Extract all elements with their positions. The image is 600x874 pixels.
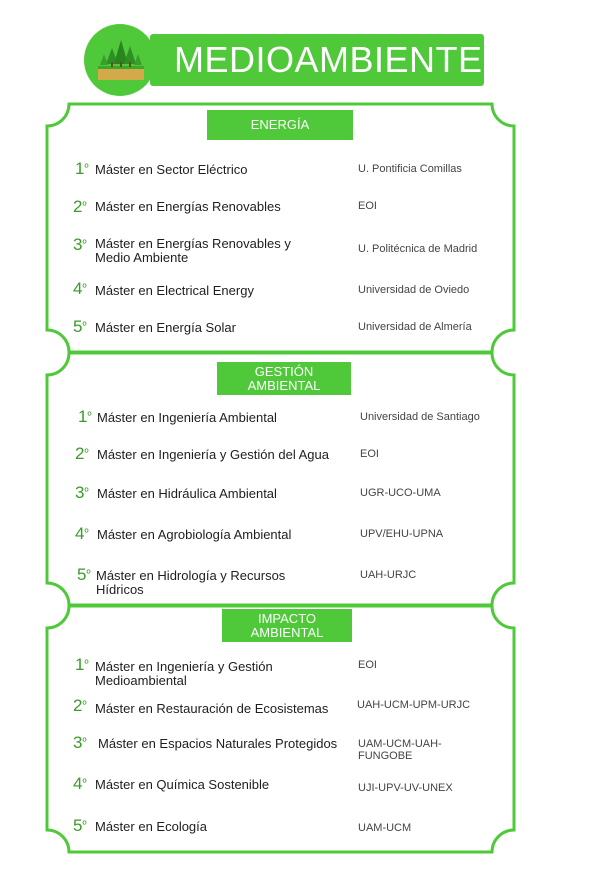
rank-number: $1^º$ bbox=[78, 407, 92, 426]
master-title: Máster en Ecología bbox=[95, 819, 208, 834]
page-title: MEDIOAMBIENTE bbox=[174, 39, 483, 80]
master-title: Máster en Ingeniería Ambiental bbox=[97, 410, 277, 425]
master-title: Máster en Ingeniería y Gestión Medioambiental bbox=[95, 659, 273, 688]
university-name: UAM-UCM-UAH-FUNGOBE bbox=[358, 738, 442, 762]
rank-number: $1^º$ bbox=[75, 159, 89, 178]
rank-number: $4^º$ bbox=[73, 279, 87, 298]
university-name: UJI-UPV-UV-UNEX bbox=[358, 782, 453, 794]
university-name: Universidad de Oviedo bbox=[358, 284, 470, 296]
forest-logo-icon bbox=[84, 24, 156, 96]
university-name: Universidad de Almería bbox=[358, 321, 472, 333]
master-title: Máster en Energía Solar bbox=[95, 320, 236, 335]
master-title: Máster en Sector Eléctrico bbox=[95, 162, 248, 177]
rank-number: $4^º$ bbox=[75, 524, 89, 543]
rank-number: $4^º$ bbox=[73, 774, 87, 793]
rank-number: $1^º$ bbox=[75, 655, 89, 674]
master-title: Máster en Restauración de Ecosistemas bbox=[95, 701, 329, 716]
university-name: EOI bbox=[358, 659, 377, 671]
university-name: EOI bbox=[358, 200, 377, 212]
university-name: UAH-UCM-UPM-URJC bbox=[357, 699, 471, 711]
master-title: Máster en Espacios Naturales Protegidos bbox=[98, 736, 338, 751]
master-title: Máster en Energías Renovables bbox=[95, 199, 281, 214]
university-name: UGR-UCO-UMA bbox=[360, 487, 441, 499]
university-name: EOI bbox=[360, 448, 379, 460]
university-name: U. Politécnica de Madrid bbox=[358, 243, 478, 255]
master-title: Máster en Ingeniería y Gestión del Agua bbox=[97, 447, 329, 462]
section-label: GESTIÓN AMBIENTAL bbox=[247, 363, 321, 393]
master-title: Máster en Agrobiología Ambiental bbox=[97, 527, 292, 542]
rank-number: $2^º$ bbox=[73, 197, 87, 216]
rank-number: $2^º$ bbox=[73, 696, 87, 715]
rank-number: $5^º$ bbox=[73, 317, 87, 336]
rank-number: $5^º$ bbox=[77, 565, 91, 584]
rank-number: $2^º$ bbox=[75, 444, 89, 463]
section-header-impacto-ambiental bbox=[222, 609, 352, 642]
section-label: ENERGÍA bbox=[250, 117, 310, 132]
rank-number: $5^º$ bbox=[73, 816, 87, 835]
rank-number: $3^º$ bbox=[75, 483, 89, 502]
master-title: Máster en Hidráulica Ambiental bbox=[97, 486, 277, 501]
master-title: Máster en Electrical Energy bbox=[95, 283, 254, 298]
section-label: IMPACTO AMBIENTAL bbox=[250, 610, 324, 640]
page-title-banner bbox=[150, 34, 484, 86]
section-header-energia bbox=[207, 110, 353, 140]
university-name: UAH-URJC bbox=[360, 569, 417, 581]
master-title: Máster en Energías Renovables y Medio Ambiente bbox=[95, 236, 291, 265]
university-name: U. Pontificia Comillas bbox=[358, 163, 462, 175]
university-name: UPV/EHU-UPNA bbox=[360, 528, 444, 540]
rank-number: $3^º$ bbox=[73, 733, 87, 752]
master-title: Máster en Química Sostenible bbox=[95, 777, 270, 792]
section-header-gestion-ambiental bbox=[217, 362, 351, 395]
rank-number: $3^º$ bbox=[73, 235, 87, 254]
university-name: UAM-UCM bbox=[358, 822, 412, 834]
university-name: Universidad de Santiago bbox=[360, 411, 480, 423]
master-title: Máster en Hidrología y Recursos Hídricos bbox=[96, 568, 286, 597]
